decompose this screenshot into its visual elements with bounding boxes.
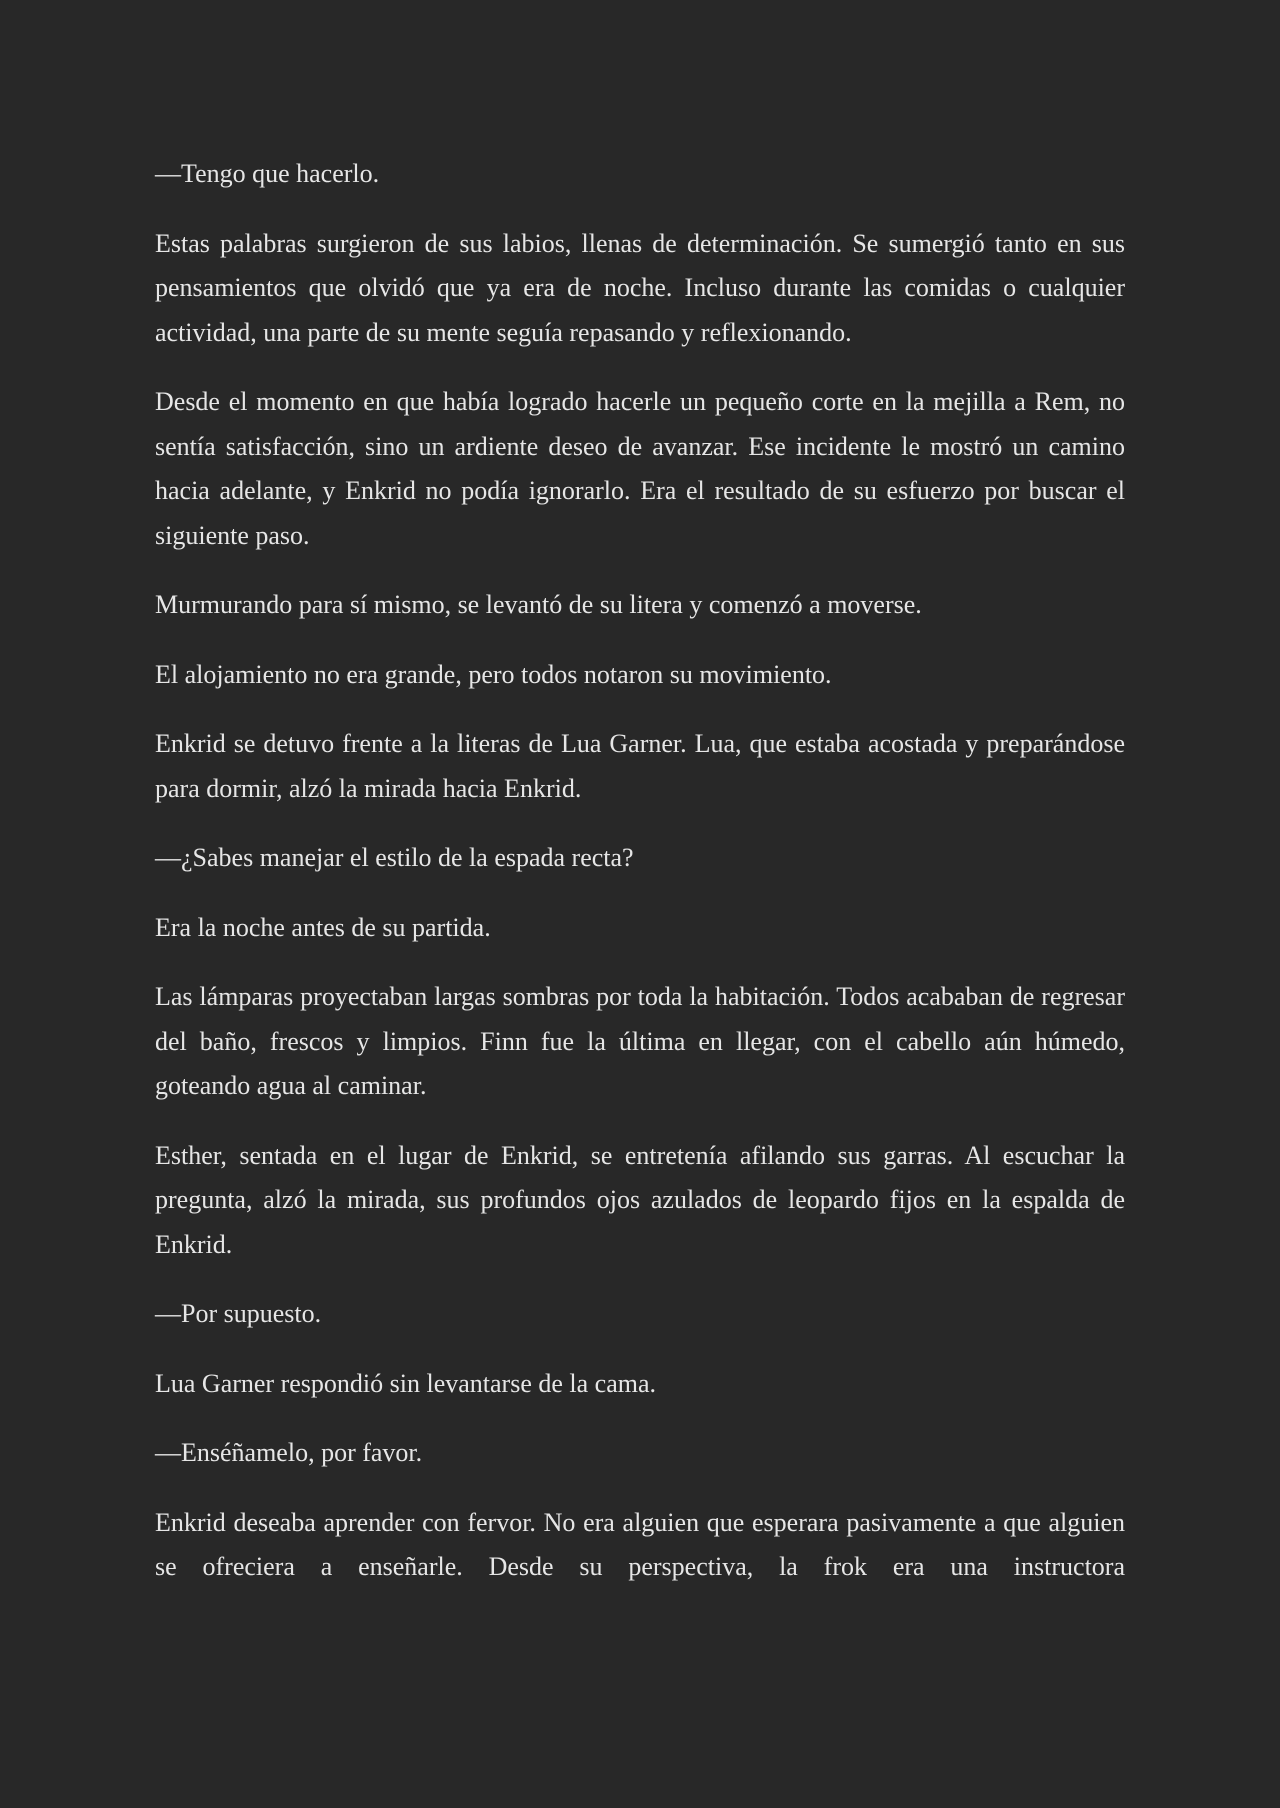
paragraph-4: Murmurando para sí mismo, se levantó de su litera y comenzó a moverse. xyxy=(155,590,922,619)
paragraph-10: Esther, sentada en el lugar de Enkrid, se entretenía afilando sus garras. Al escuchar la pregunta, alzó la mirada, sus profundos ojos azulados de leopardo fijos en la espalda de Enkrid. xyxy=(155,1140,1125,1259)
paragraph-12: Lua Garner respondió sin levantarse de la cama. xyxy=(155,1368,657,1398)
paragraph-8: Era la noche antes de su partida. xyxy=(155,912,491,942)
reader-page xyxy=(155,152,1125,1590)
paragraph-1: —Tengo que hacerlo. xyxy=(155,159,380,188)
paragraph-13: —Enséñamelo, por favor. xyxy=(155,1438,423,1467)
paragraph-6: Enkrid se detuvo frente a la literas de Lua Garner. Lua, que estaba acostada y preparándose para dormir, alzó la mirada hacia Enkrid. xyxy=(155,729,1125,803)
paragraph-14: Enkrid deseaba aprender con fervor. No era alguien que esperara pasivamente a que alguien se ofreciera a enseñarle. Desde su perspectiva, la frok era una instructora xyxy=(155,1507,1125,1581)
paragraph-2: Estas palabras surgieron de sus labios, llenas de determinación. Se sumergió tanto en sus pensamientos que olvidó que ya era de noche. Incluso durante las comidas o cualquier actividad, una parte de su mente seguía repasando y reflexionando. xyxy=(155,228,1125,347)
paragraph-7: —¿Sabes manejar el estilo de la espada recta? xyxy=(155,843,634,872)
paragraph-3: Desde el momento en que había logrado hacerle un pequeño corte en la mejilla a Rem, no sentía satisfacción, sino un ardiente deseo de avanzar. Ese incidente le mostró un camino hacia adelante, y Enkrid no podía ignorarlo. Era el resultado de su esfuerzo por buscar el siguiente paso. xyxy=(155,387,1125,550)
paragraph-5: El alojamiento no era grande, pero todos notaron su movimiento. xyxy=(155,659,832,689)
paragraph-11: —Por supuesto. xyxy=(155,1299,322,1328)
paragraph-9: Las lámparas proyectaban largas sombras por toda la habitación. Todos acababan de regresar del baño, frescos y limpios. Finn fue la última en llegar, con el cabello aún húmedo, goteando agua al caminar. xyxy=(155,982,1125,1100)
